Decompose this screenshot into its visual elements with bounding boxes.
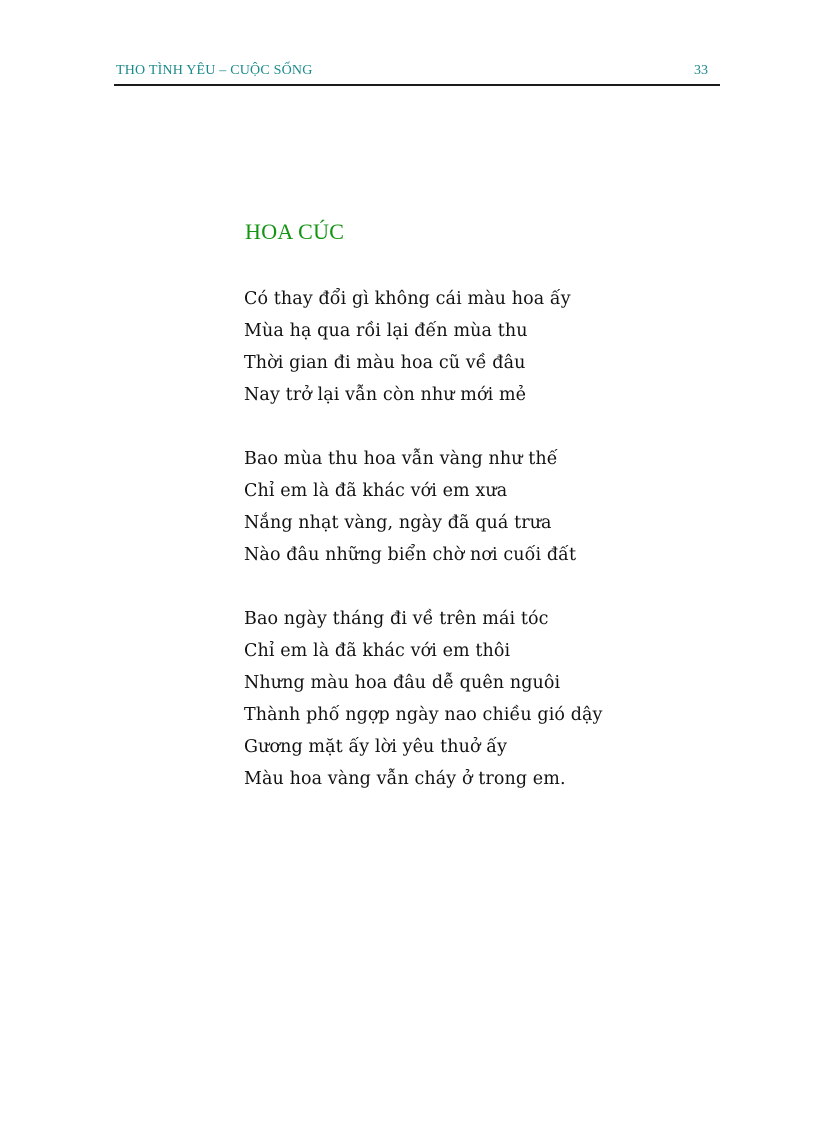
stanza-2 bbox=[244, 443, 603, 571]
page-number: 33 bbox=[694, 63, 708, 78]
poem-line: Chỉ em là đã khác với em thôi bbox=[244, 641, 511, 661]
poem-line: Bao ngày tháng đi về trên mái tóc bbox=[244, 609, 549, 629]
poem-line: Màu hoa vàng vẫn cháy ở trong em. bbox=[244, 769, 566, 789]
header-title: THO TÌNH YÊU – CUỘC SỐNG bbox=[116, 63, 313, 78]
poem-line: Có thay đổi gì không cái màu hoa ấy bbox=[244, 289, 571, 309]
poem-line: Gương mặt ấy lời yêu thuở ấy bbox=[244, 737, 508, 757]
poem-line: Bao mùa thu hoa vẫn vàng như thế bbox=[244, 449, 558, 469]
running-header bbox=[114, 58, 720, 86]
poem-body bbox=[244, 283, 603, 827]
stanza-3 bbox=[244, 603, 603, 795]
poem-line: Mùa hạ qua rồi lại đến mùa thu bbox=[244, 321, 528, 341]
poem-line: Nay trở lại vẫn còn như mới mẻ bbox=[244, 385, 527, 405]
poem-line: Chỉ em là đã khác với em xưa bbox=[244, 481, 508, 501]
poem-line: Nhưng màu hoa đâu dễ quên nguôi bbox=[244, 673, 561, 693]
poem-line: Thành phố ngợp ngày nao chiều gió dậy bbox=[244, 705, 603, 725]
poem-line: Thời gian đi màu hoa cũ về đâu bbox=[244, 353, 526, 373]
poem-line: Nắng nhạt vàng, ngày đã quá trưa bbox=[244, 513, 552, 533]
poem-title: HOA CÚC bbox=[245, 219, 345, 244]
stanza-1 bbox=[244, 283, 603, 411]
poem-line: Nào đâu những biển chờ nơi cuối đất bbox=[244, 545, 577, 565]
